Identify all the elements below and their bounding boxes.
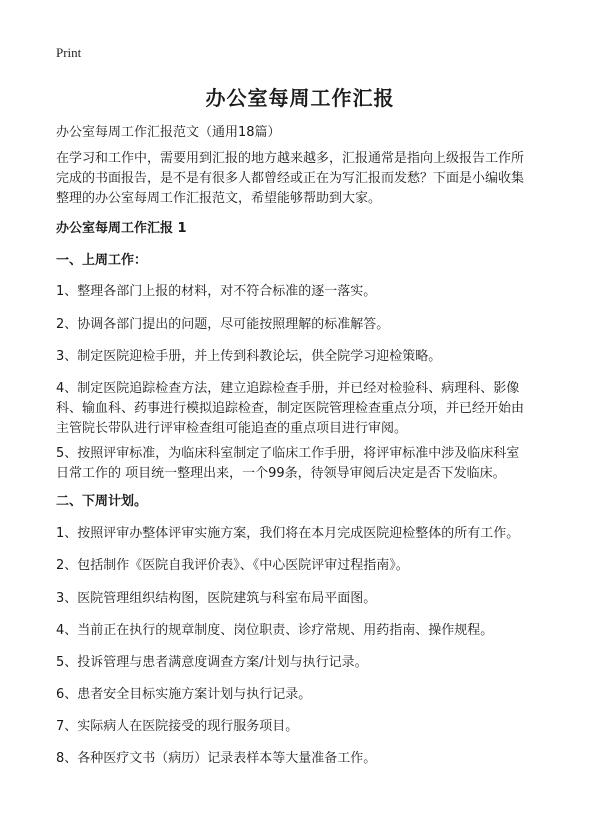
last-week-item: 2、协调各部门提出的问题，尽可能按照理解的标准解答。 — [56, 317, 390, 332]
intro-line: 在学习和工作中，需要用到汇报的地方越来越多，汇报通常是指向上级报告工作所 — [56, 151, 525, 166]
paragraph-line: 5、按照评审标准，为临床科室制定了临床工作手册，将评审标准中涉及临床科室 — [56, 446, 520, 461]
next-week-item: 8、各种医疗文书（病历）记录表样本等大量准备工作。 — [56, 751, 377, 766]
last-week-item: 1、整理各部门上报的材料，对不符合标准的逐一落实。 — [56, 284, 377, 299]
paragraph-line: 主管院长带队进行评审检查组可能追查的重点项目进行审阅。 — [56, 421, 408, 436]
next-week-item: 5、投诉管理与患者满意度调查方案/计划与执行记录。 — [56, 655, 368, 670]
next-week-item: 6、患者安全目标实施方案计划与执行记录。 — [56, 687, 312, 702]
last-week-item — [56, 444, 556, 484]
next-week-item: 4、当前正在执行的规章制度、岗位职责、诊疗常规、用药指南、操作规程。 — [56, 623, 494, 638]
intro-paragraph — [56, 149, 556, 209]
paragraph-line: 日常工作的 项目统一整理出来，一个99条，待领导审阅后决定是否下发临床。 — [56, 466, 506, 481]
page-title: 办公室每周工作汇报 — [205, 86, 395, 110]
next-week-item: 1、按照评审办整体评审实施方案，我们将在本月完成医院迎检整体的所有工作。 — [56, 526, 520, 541]
next-week-heading: 二、下周计划。 — [56, 494, 148, 509]
intro-line: 整理的办公室每周工作汇报范文，希望能够帮助到大家。 — [56, 191, 382, 206]
next-week-item: 3、医院管理组织结构图，医院建筑与科室布局平面图。 — [56, 591, 377, 606]
intro-line: 完成的书面报告，是不是有很多人都曾经或正在为写汇报而发愁？下面是小编收集 — [56, 171, 525, 186]
last-week-heading: 一、上周工作： — [56, 253, 148, 268]
next-week-item: 2、包括制作《医院自我评价表》、《中心医院评审过程指南》。 — [56, 558, 409, 573]
next-week-item: 7、实际病人在医院接受的现行服务项目。 — [56, 719, 299, 734]
print-link[interactable]: Print — [56, 45, 82, 60]
document-subtitle: 办公室每周工作汇报范文（通用18篇） — [56, 125, 281, 140]
section-heading: 办公室每周工作汇报 1 — [56, 221, 187, 236]
paragraph-line: 4、制定医院追踪检查方法，建立追踪检查手册，并已经对检验科、病理科、影像 — [56, 381, 520, 396]
paragraph-line: 科、输血科、药事进行模拟追踪检查，制定医院管理检查重点分项，并已经开始由 — [56, 401, 525, 416]
last-week-item: 3、制定医院迎检手册，并上传到科教论坛，供全院学习迎检策略。 — [56, 349, 442, 364]
last-week-item — [56, 379, 556, 439]
